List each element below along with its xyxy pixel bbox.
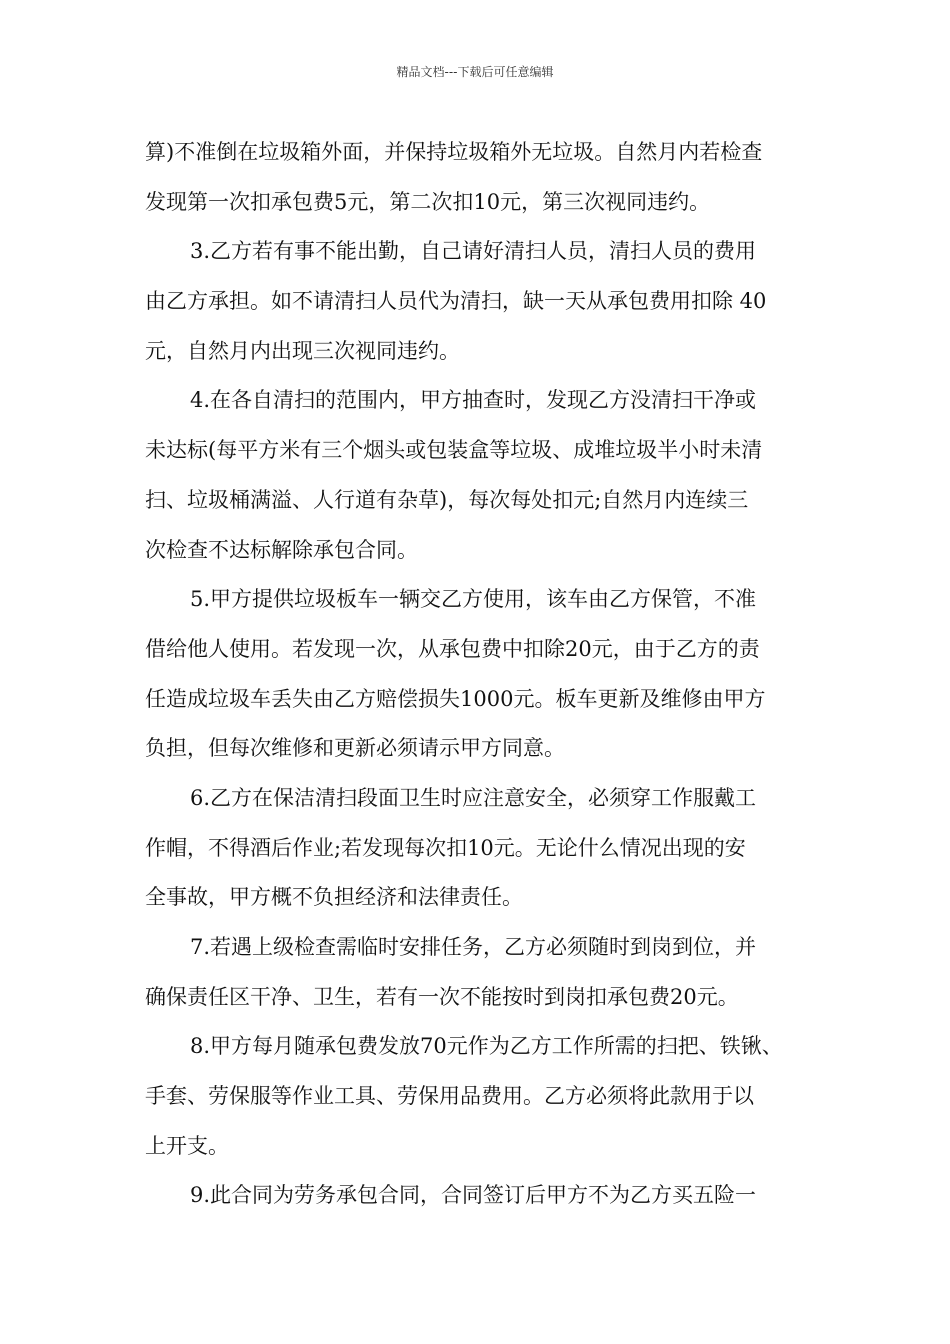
- text-line: 上开支。: [145, 1133, 229, 1158]
- text-line: 未达标(每平方米有三个烟头或包装盒等垃圾、成堆垃圾半小时未清: [145, 438, 763, 463]
- clause-3-line: 3.乙方若有事不能出勤，自己请好清扫人员，清扫人员的费用: [190, 239, 757, 264]
- text-line: 全事故，甲方概不负担经济和法律责任。: [145, 885, 523, 910]
- text-line: 扫、垃圾桶满溢、人行道有杂草)，每次每处扣元;自然月内连续三: [145, 487, 749, 512]
- clause-5-line: 5.甲方提供垃圾板车一辆交乙方使用，该车由乙方保管，不准: [190, 587, 757, 612]
- text-line: 任造成垃圾车丢失由乙方赔偿损失1000元。板车更新及维修由甲方: [145, 686, 766, 711]
- page-header: 精品文档---下载后可任意编辑: [396, 65, 554, 79]
- text-line: 确保责任区干净、卫生，若有一次不能按时到岗扣承包费20元。: [145, 984, 739, 1009]
- document-body: [145, 128, 807, 1221]
- text-line: 次检查不达标解除承包合同。: [145, 537, 418, 562]
- text-line: 算)不准倒在垃圾箱外面，并保持垃圾箱外无垃圾。自然月内若检查: [145, 140, 763, 164]
- text-line: 元，自然月内出现三次视同违约。: [145, 338, 460, 363]
- text-line: 手套、劳保服等作业工具、劳保用品费用。乙方必须将此款用于以: [145, 1084, 754, 1109]
- text-line: 作帽，不得酒后作业;若发现每次扣10元。无论什么情况出现的安: [145, 835, 746, 860]
- text-line: 发现第一次扣承包费5元，第二次扣10元，第三次视同违约。: [145, 189, 711, 214]
- text-line: 由乙方承担。如不请清扫人员代为清扫，缺一天从承包费用扣除 40: [145, 289, 767, 314]
- text-line: 借给他人使用。若发现一次，从承包费中扣除20元，由于乙方的责: [145, 636, 760, 661]
- clause-9-line: 9.此合同为劳务承包合同，合同签订后甲方不为乙方买五险一: [190, 1183, 757, 1208]
- clause-8-line: 8.甲方每月随承包费发放70元作为乙方工作所需的扫把、铁锹、: [190, 1034, 783, 1059]
- clause-4-line: 4.在各自清扫的范围内，甲方抽查时，发现乙方没清扫干净或: [190, 388, 757, 413]
- clause-6-line: 6.乙方在保洁清扫段面卫生时应注意安全，必须穿工作服戴工: [190, 785, 757, 810]
- text-line: 负担，但每次维修和更新必须请示甲方同意。: [145, 736, 565, 761]
- clause-7-line: 7.若遇上级检查需临时安排任务，乙方必须随时到岗到位，并: [190, 935, 757, 959]
